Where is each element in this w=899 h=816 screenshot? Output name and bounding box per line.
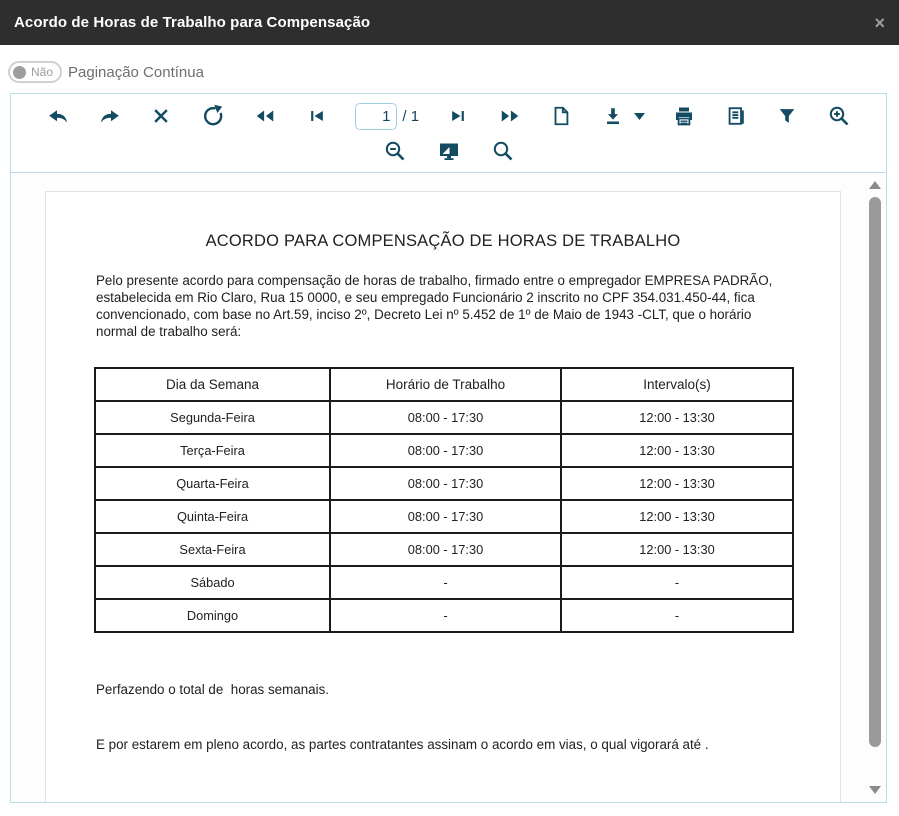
history-back-icon[interactable] (45, 103, 71, 129)
table-row (95, 401, 793, 434)
cell-hours: 08:00 - 17:30 (330, 434, 561, 467)
page-total-label: / 1 (402, 107, 420, 125)
weekly-total-text: Perfazendo o total de horas semanais. (96, 682, 329, 697)
pagination-toggle-row (8, 59, 204, 85)
cell-interval: 12:00 - 13:30 (561, 467, 793, 500)
toolbar-row-2 (11, 138, 886, 172)
page-number-input[interactable] (355, 103, 397, 130)
cell-interval: - (561, 599, 793, 632)
cell-hours: 08:00 - 17:30 (330, 467, 561, 500)
close-icon[interactable]: × (874, 12, 885, 33)
cell-hours: 08:00 - 17:30 (330, 401, 561, 434)
table-header-row (95, 368, 793, 401)
download-icon[interactable] (600, 103, 626, 129)
cell-day: Domingo (95, 599, 330, 632)
scrollbar-down-arrow-icon[interactable] (869, 786, 881, 794)
table-row (95, 500, 793, 533)
refresh-icon[interactable] (200, 103, 226, 129)
header-hours: Horário de Trabalho (330, 368, 561, 401)
document-title: ACORDO PARA COMPENSAÇÃO DE HORAS DE TRABALHO (205, 232, 681, 250)
print-icon[interactable] (671, 103, 697, 129)
document-intro-paragraph: Pelo presente acordo para compensação de horas de trabalho, firmado entre o empregador EMPRESA PADRÃO, estabelecida em Rio Claro, Rua 15 0000, e seu empregado Funcionário 2 inscrito no CPF 354.031.450-44, fica convencionado, com base no Art.59, inciso 2º, Decreto Lei nº 5.452 de 1º de Maio de 1943 -CLT, que o horário normal de trabalho será: (96, 273, 773, 339)
fit-to-screen-icon[interactable] (436, 138, 462, 164)
next-page-icon[interactable] (445, 103, 471, 129)
cell-hours: 08:00 - 17:30 (330, 500, 561, 533)
previous-page-icon[interactable] (304, 103, 330, 129)
toggle-state-label: Não (31, 65, 54, 79)
header-day: Dia da Semana (95, 368, 330, 401)
header-interval: Intervalo(s) (561, 368, 793, 401)
document-page (45, 191, 841, 803)
download-caret-icon[interactable] (633, 103, 645, 129)
cell-interval: 12:00 - 13:30 (561, 533, 793, 566)
scrollbar-thumb[interactable] (869, 197, 881, 747)
toggle-knob-icon (13, 66, 26, 79)
cell-day: Quarta-Feira (95, 467, 330, 500)
vertical-scrollbar[interactable] (866, 173, 883, 802)
table-row (95, 566, 793, 599)
viewer-toolbar (10, 93, 887, 173)
stop-icon[interactable] (148, 103, 174, 129)
modal-header (0, 0, 899, 45)
history-forward-icon[interactable] (97, 103, 123, 129)
document-text-icon[interactable] (723, 103, 749, 129)
cell-hours: 08:00 - 17:30 (330, 533, 561, 566)
zoom-in-icon[interactable] (826, 103, 852, 129)
cell-day: Sexta-Feira (95, 533, 330, 566)
cell-day: Sábado (95, 566, 330, 599)
page-number-group (355, 103, 419, 130)
cell-interval: - (561, 566, 793, 599)
cell-day: Terça-Feira (95, 434, 330, 467)
table-row (95, 533, 793, 566)
cell-hours: - (330, 566, 561, 599)
new-document-icon[interactable] (548, 103, 574, 129)
closing-text: E por estarem em pleno acordo, as partes contratantes assinam o acordo em vias, o qual vigorará até . (96, 737, 709, 752)
cell-day: Segunda-Feira (95, 401, 330, 434)
cell-hours: - (330, 599, 561, 632)
document-viewport[interactable] (10, 172, 887, 803)
scrollbar-up-arrow-icon[interactable] (869, 181, 881, 189)
first-page-icon[interactable] (252, 103, 278, 129)
cell-interval: 12:00 - 13:30 (561, 500, 793, 533)
table-row (95, 467, 793, 500)
search-icon[interactable] (490, 138, 516, 164)
pagination-toggle-label: Paginação Contínua (68, 63, 204, 81)
work-schedule-table (94, 367, 794, 633)
table-row (95, 434, 793, 467)
modal-title: Acordo de Horas de Trabalho para Compensação (14, 14, 371, 31)
cell-interval: 12:00 - 13:30 (561, 401, 793, 434)
download-group (600, 103, 645, 129)
last-page-icon[interactable] (497, 103, 523, 129)
table-row (95, 599, 793, 632)
toolbar-row-1 (11, 94, 886, 138)
filter-icon[interactable] (774, 103, 800, 129)
continuous-pagination-toggle[interactable] (8, 61, 62, 83)
zoom-out-icon[interactable] (382, 138, 408, 164)
cell-day: Quinta-Feira (95, 500, 330, 533)
cell-interval: 12:00 - 13:30 (561, 434, 793, 467)
